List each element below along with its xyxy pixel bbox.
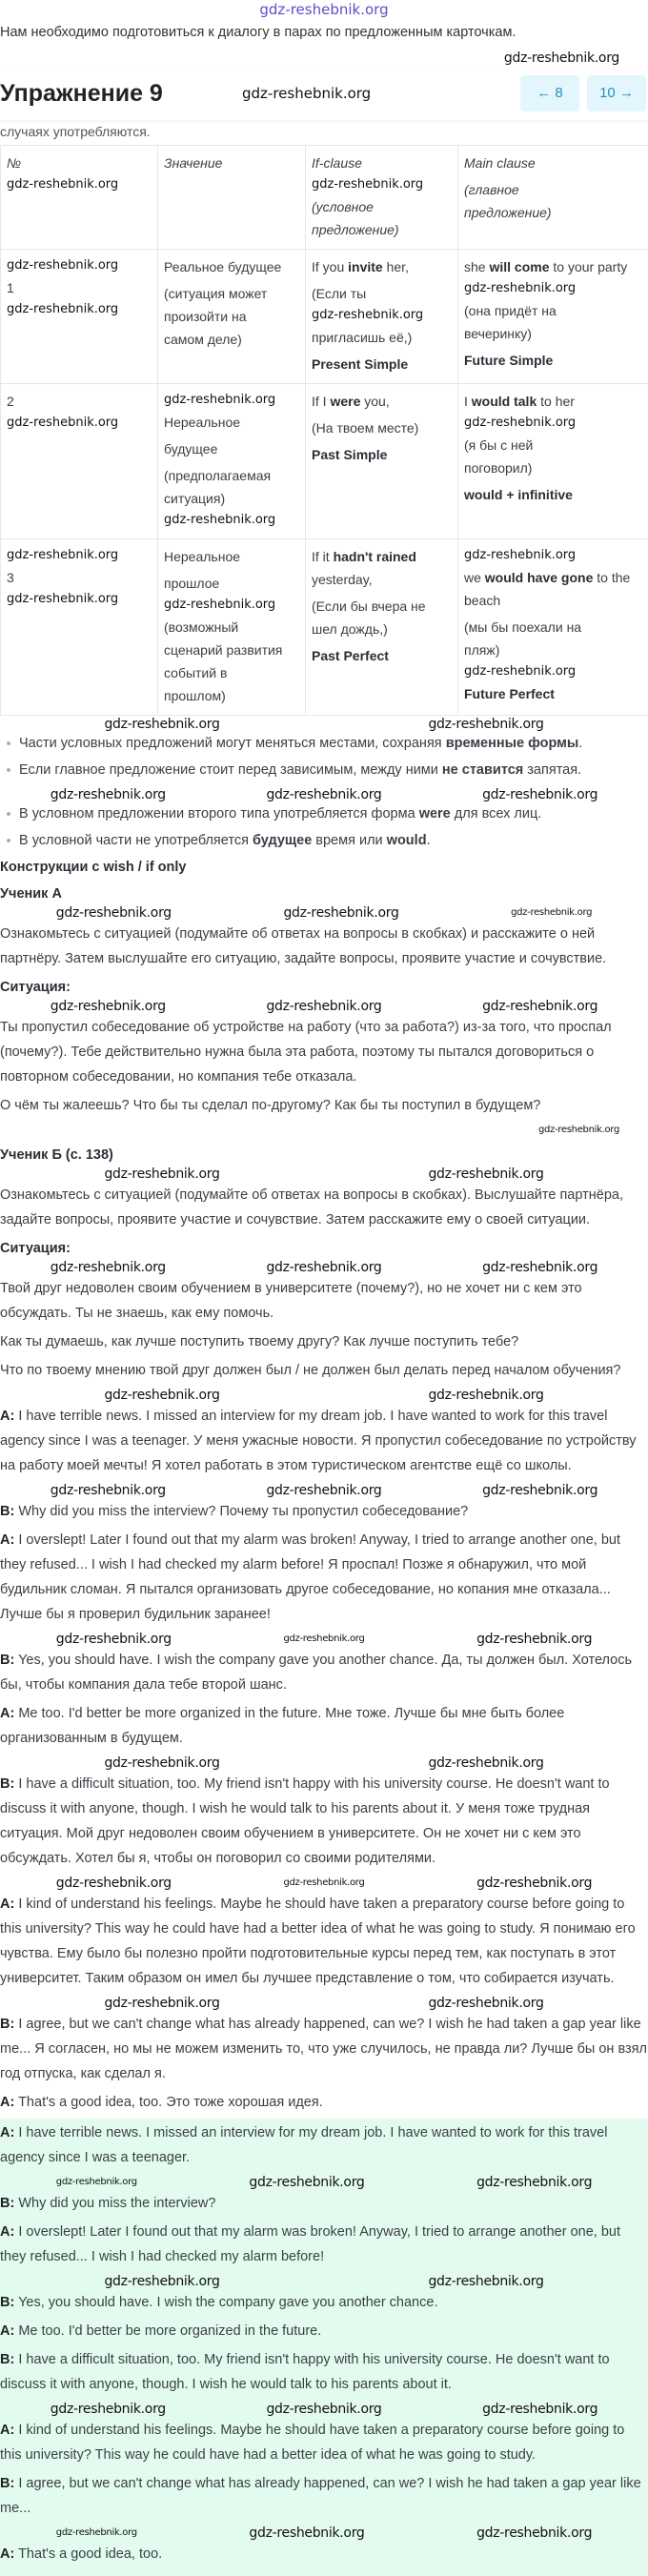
watermark: gdz-reshebnik.org <box>476 1875 592 1892</box>
dialogue-text: Why did you miss the interview? <box>14 2196 215 2211</box>
row-if-clause <box>306 539 458 716</box>
watermark: gdz-reshebnik.org <box>538 1122 619 1139</box>
row-meaning <box>158 250 306 384</box>
note-text: . <box>427 833 431 848</box>
header-main-title: Main clause <box>464 152 642 174</box>
table-header-row <box>1 146 648 250</box>
note-item <box>0 803 629 824</box>
note-item <box>0 830 629 851</box>
intro-text: Нам необходимо подготовиться к диалогу в парах по предложенным карточкам. <box>0 21 648 44</box>
if-pre: If I <box>312 394 330 409</box>
if-bold: invite <box>348 259 383 274</box>
dialogue-text: I kind of understand his feelings. Maybe he should have taken a preparatory course before going to this university? This way he could have had a better idea of what he was going to study. Я понимаю его чувства. Ему было бы полезно пройти подготовительные курсы перед тем, как поступать в этот университет. Таким образом он имел бы лучшее представление о том, что собирается изучать. <box>0 1897 636 1986</box>
speaker-label: A: <box>0 1532 14 1548</box>
meaning-line: прошлое <box>164 572 299 595</box>
note-text: . <box>578 736 582 751</box>
watermark-row <box>0 50 648 67</box>
wish-section-heading: Конструкции с wish / if only <box>0 857 648 878</box>
watermark: gdz-reshebnik.org <box>283 904 398 922</box>
student-b-situation-label: Ситуация: <box>0 1238 648 1259</box>
if-post: you, <box>360 394 389 409</box>
student-b-question-2: Что по твоему мнению твой друг должен был / не должен был делать перед началом обучения? <box>0 1358 648 1383</box>
watermark-row <box>0 1755 648 1772</box>
dialogue-line <box>0 1528 648 1627</box>
watermark-row <box>0 716 648 733</box>
watermark: gdz-reshebnik.org <box>464 547 642 564</box>
watermark: gdz-reshebnik.org <box>428 2273 543 2290</box>
header-main-sub: (главное <box>464 178 642 201</box>
dialogue-text: I overslept! Later I found out that my alarm was broken! Anyway, I tried to arrange another one, but they refused... I wish I had checked my alarm before! <box>0 2224 620 2264</box>
watermark: gdz-reshebnik.org <box>51 1259 166 1276</box>
student-b-situation: Твой друг недоволен своим обучением в университете (почему?), но не хочет ни с кем это обсуждать. Ты не знаешь, как ему помочь. <box>0 1276 648 1326</box>
watermark: gdz-reshebnik.org <box>104 1995 219 2012</box>
watermark-row <box>0 1875 648 1892</box>
if-example <box>312 545 452 591</box>
watermark-row <box>0 1482 648 1499</box>
dialogue-text: That's a good idea, too. <box>14 2546 162 2562</box>
watermark: gdz-reshebnik.org <box>51 786 166 803</box>
note-bold: would <box>387 833 427 848</box>
dialogue-text: I agree, but we can't change what has already happened, can we? I wish he had taken a gap year like me... Я согласен, но мы не можем изменить то, что уже случилось, не правда ли? Лучше бы он взял год отпуска, как сделал я. <box>0 2017 647 2081</box>
row-if-clause <box>306 250 458 384</box>
meaning-line: самом деле) <box>164 328 299 351</box>
table-row <box>1 250 648 384</box>
watermark: gdz-reshebnik.org <box>249 2174 364 2191</box>
if-pre: If it <box>312 549 334 564</box>
header-if-clause <box>306 146 458 250</box>
dialogue-text: I have a difficult situation, too. My friend isn't happy with his university course. He doesn't want to discuss it with anyone, though. I wish he would talk to his parents about it. У меня тоже трудная ситуация. Мой друг недоволен своим обучением в университете. Он не хочет ни с кем это обсуждать. Хотел бы я, чтобы он поговорил со своими родителями. <box>0 1776 610 1866</box>
grammar-notes-list <box>0 803 629 851</box>
speaker-label: B: <box>0 2476 14 2491</box>
if-tense: Past Simple <box>312 443 452 466</box>
meaning-line: Нереальное <box>164 411 299 434</box>
row-main-clause <box>458 384 648 539</box>
speaker-label: A: <box>0 2224 14 2240</box>
speaker-label: B: <box>0 2017 14 2032</box>
watermark: gdz-reshebnik.org <box>482 1482 597 1499</box>
main-tense: Future Perfect <box>464 682 642 705</box>
row-num: 3 <box>7 566 152 589</box>
note-item <box>0 760 629 781</box>
watermark: gdz-reshebnik.org <box>104 1387 219 1404</box>
watermark: gdz-reshebnik.org <box>283 1875 364 1892</box>
watermark: gdz-reshebnik.org <box>266 1482 381 1499</box>
watermark: gdz-reshebnik.org <box>56 1875 172 1892</box>
meaning-line: (ситуация может <box>164 282 299 305</box>
watermark-row <box>0 1259 648 1276</box>
watermark: gdz-reshebnik.org <box>312 307 452 324</box>
watermark-row <box>0 1122 648 1139</box>
dialogue-line <box>0 2347 648 2397</box>
watermark: gdz-reshebnik.org <box>56 904 172 922</box>
row-if-clause <box>306 384 458 539</box>
main-example <box>464 390 642 413</box>
note-text: В условной части не употребляется <box>19 833 253 848</box>
meaning-line: Нереальное <box>164 545 299 568</box>
dialogue-text: Me too. I'd better be more organized in the future. Мне тоже. Лучше бы мне быть более организованным в будущем. <box>0 1706 564 1746</box>
row-meaning <box>158 384 306 539</box>
watermark: gdz-reshebnik.org <box>51 1482 166 1499</box>
table-row <box>1 384 648 539</box>
dialogue-line <box>0 2090 648 2115</box>
watermark: gdz-reshebnik.org <box>249 2525 364 2542</box>
row-main-clause <box>458 539 648 716</box>
watermark-row <box>0 2401 648 2418</box>
main-post: to her <box>537 394 575 409</box>
watermark: gdz-reshebnik.org <box>104 2273 219 2290</box>
watermark: gdz-reshebnik.org <box>464 280 642 297</box>
meaning-line: сценарий развития <box>164 639 299 661</box>
dialogue-text: I kind of understand his feelings. Maybe he should have taken a preparatory course before going to this university? This way he could have had a better idea of what he was going to study. <box>0 2423 624 2463</box>
speaker-label: A: <box>0 1706 14 1721</box>
dialogue-line <box>0 2471 648 2521</box>
watermark-logo: gdz-reshebnik.org <box>0 0 648 19</box>
watermark: gdz-reshebnik.org <box>7 176 152 193</box>
dialogue-line <box>0 2290 648 2315</box>
cut-off-text: случаях употребляются. <box>0 122 648 141</box>
main-bold: will come <box>489 259 549 274</box>
meaning-line: ситуация) <box>164 487 299 510</box>
watermark-row <box>0 904 648 922</box>
speaker-label: A: <box>0 2323 14 2339</box>
header-num-cell <box>1 146 158 250</box>
english-dialogue-block <box>0 2119 648 2576</box>
note-text: Части условных предложений могут меняться местами, сохраняя <box>19 736 446 751</box>
watermark-row <box>0 1995 648 2012</box>
exercise-header <box>0 67 648 120</box>
if-example <box>312 390 452 413</box>
watermark: gdz-reshebnik.org <box>164 597 299 614</box>
if-bold: were <box>330 394 360 409</box>
watermark: gdz-reshebnik.org <box>56 2174 137 2191</box>
speaker-label: B: <box>0 2196 14 2211</box>
student-b-label: Ученик Б (с. 138) <box>0 1145 648 1166</box>
dialogue-line <box>0 1404 648 1478</box>
if-tense: Past Perfect <box>312 644 452 667</box>
dialogue-text: I have terrible news. I missed an interview for my dream job. I have wanted to work for this travel agency since I was a teenager. <box>0 2125 607 2165</box>
dialogue-text: Why did you miss the interview? Почему ты пропустил собеседование? <box>14 1504 468 1519</box>
header-num: № <box>7 152 152 174</box>
note-bold: were <box>419 806 451 821</box>
if-post: yesterday, <box>312 572 373 587</box>
watermark: gdz-reshebnik.org <box>482 998 597 1015</box>
watermark-row <box>0 2273 648 2290</box>
watermark-row <box>0 1387 648 1404</box>
watermark: gdz-reshebnik.org <box>511 904 592 922</box>
watermark: gdz-reshebnik.org <box>504 50 619 67</box>
watermark: gdz-reshebnik.org <box>7 591 152 608</box>
row-num: 1 <box>7 276 152 299</box>
watermark: gdz-reshebnik.org <box>482 2401 597 2418</box>
watermark: gdz-reshebnik.org <box>428 1755 543 1772</box>
watermark: gdz-reshebnik.org <box>266 998 381 1015</box>
row-main-clause <box>458 250 648 384</box>
watermark: gdz-reshebnik.org <box>242 85 371 102</box>
watermark-row <box>0 2174 648 2191</box>
dialogue-text: That's a good idea, too. Это тоже хорошая идея. <box>14 2095 322 2110</box>
prev-exercise-button[interactable]: ← 8 <box>520 75 579 112</box>
main-post: to the beach <box>464 570 630 608</box>
student-b-instruction: Ознакомьтесь с ситуацией (подумайте об ответах на вопросы в скобках). Выслушайте партнёра, задайте вопросы, проявите участие и сочувствие. Затем расскажите ему о своей ситуации. <box>0 1183 648 1232</box>
note-bold: не ставится <box>442 762 523 778</box>
watermark-row <box>0 998 648 1015</box>
main-translation: (мы бы поехали на <box>464 616 642 639</box>
header-main-clause <box>458 146 648 250</box>
speaker-label: A: <box>0 2546 14 2562</box>
watermark: gdz-reshebnik.org <box>56 2525 137 2542</box>
student-a-situation: Ты пропустил собеседование об устройстве на работу (что за работа?) из-за того, что проспал (почему?). Тебе действительно нужна была эта работа, поэтому ты пытался договориться о повторном собеседовании, но компания тебе отказала. <box>0 1015 648 1089</box>
main-translation: поговорил) <box>464 456 642 479</box>
watermark: gdz-reshebnik.org <box>7 547 152 564</box>
speaker-label: B: <box>0 2295 14 2310</box>
main-translation: пляж) <box>464 639 642 661</box>
meaning-line: (возможный <box>164 616 299 639</box>
watermark: gdz-reshebnik.org <box>476 2525 592 2542</box>
if-tense: Present Simple <box>312 353 452 375</box>
watermark: gdz-reshebnik.org <box>266 2401 381 2418</box>
main-bold: would talk <box>472 394 537 409</box>
speaker-label: A: <box>0 2095 14 2110</box>
dialogue-translated <box>0 1404 648 2115</box>
speaker-label: A: <box>0 1897 14 1912</box>
watermark: gdz-reshebnik.org <box>51 2401 166 2418</box>
if-post: her, <box>383 259 409 274</box>
watermark: gdz-reshebnik.org <box>428 716 543 733</box>
dialogue-text: I agree, but we can't change what has already happened, can we? I wish he had taken a gap year like me... <box>0 2476 641 2516</box>
dialogue-line <box>0 2418 648 2467</box>
note-text: В условном предложении второго типа употребляется форма <box>19 806 419 821</box>
watermark: gdz-reshebnik.org <box>104 1166 219 1183</box>
if-translation: шел дождь,) <box>312 618 452 640</box>
header-if-sub: (условное <box>312 195 452 218</box>
dialogue-line <box>0 1701 648 1751</box>
student-b-question-1: Как ты думаешь, как лучше поступить твоему другу? Как лучше поступить тебе? <box>0 1329 648 1354</box>
dialogue-text: I have a difficult situation, too. My friend isn't happy with his university course. He doesn't want to discuss it with anyone, though. I wish he would talk to his parents about it. <box>0 2352 610 2392</box>
main-pre: we <box>464 570 485 585</box>
speaker-label: A: <box>0 2125 14 2140</box>
dialogue-line <box>0 2120 648 2170</box>
watermark-row <box>0 786 648 803</box>
speaker-label: A: <box>0 1409 14 1424</box>
watermark: gdz-reshebnik.org <box>7 415 152 432</box>
watermark: gdz-reshebnik.org <box>164 512 299 529</box>
watermark: gdz-reshebnik.org <box>164 392 299 409</box>
watermark: gdz-reshebnik.org <box>428 1387 543 1404</box>
watermark: gdz-reshebnik.org <box>51 998 166 1015</box>
note-text: время или <box>312 833 386 848</box>
dialogue-text: Yes, you should have. I wish the company gave you another chance. Да, ты должен был. Хотелось бы, чтобы компания дала тебе второй шанс. <box>0 1653 632 1693</box>
student-a-label: Ученик А <box>0 883 648 904</box>
meaning-line: Реальное будущее <box>164 255 299 278</box>
main-translation: вечеринку) <box>464 322 642 345</box>
dialogue-line <box>0 1648 648 1697</box>
table-row <box>1 539 648 716</box>
main-translation: (она придёт на <box>464 299 642 322</box>
watermark-row <box>0 1631 648 1648</box>
speaker-label: B: <box>0 1776 14 1792</box>
speaker-label: B: <box>0 1504 14 1519</box>
header-meaning: Значение <box>158 146 306 250</box>
dialogue-line <box>0 2542 648 2566</box>
main-bold: would have gone <box>485 570 594 585</box>
watermark: gdz-reshebnik.org <box>266 786 381 803</box>
watermark: gdz-reshebnik.org <box>266 1259 381 1276</box>
watermark: gdz-reshebnik.org <box>482 1259 597 1276</box>
main-translation: (я бы с ней <box>464 434 642 456</box>
note-item <box>0 733 629 754</box>
watermark: gdz-reshebnik.org <box>104 1755 219 1772</box>
meaning-line: событий в <box>164 661 299 684</box>
watermark: gdz-reshebnik.org <box>482 786 597 803</box>
header-if-sub: предложение) <box>312 218 452 241</box>
if-translation: (На твоем месте) <box>312 416 452 439</box>
dialogue-text: I overslept! Later I found out that my alarm was broken! Anyway, I tried to arrange another one, but they refused... I wish I had checked my alarm before! Я проспал! Позже я обнаружил, что мой будильник сломан. Я пытался организовать другое собеседование, но копания мне отказала... Лучше бы я проверил будильник заранее! <box>0 1532 620 1622</box>
row-num-cell <box>1 250 158 384</box>
meaning-line: (предполагаемая <box>164 464 299 487</box>
watermark: gdz-reshebnik.org <box>476 2174 592 2191</box>
meaning-line: будущее <box>164 437 299 460</box>
header-if-title: If-clause <box>312 152 452 174</box>
dialogue-line <box>0 1499 648 1524</box>
main-pre: she <box>464 259 489 274</box>
page-title: Упражнение 9 <box>0 79 163 108</box>
dialogue-line <box>0 2191 648 2216</box>
note-bold: будущее <box>253 833 312 848</box>
dialogue-line <box>0 2319 648 2343</box>
row-num: 2 <box>7 390 152 413</box>
dialogue-line <box>0 2220 648 2269</box>
grammar-notes-list <box>0 733 629 781</box>
conditionals-table <box>0 145 648 716</box>
watermark: gdz-reshebnik.org <box>428 1166 543 1183</box>
student-a-situation-label: Ситуация: <box>0 977 648 998</box>
if-translation: пригласишь её,) <box>312 326 452 349</box>
watermark: gdz-reshebnik.org <box>464 415 642 432</box>
watermark: gdz-reshebnik.org <box>56 1631 172 1648</box>
row-meaning <box>158 539 306 716</box>
dialogue-line <box>0 2012 648 2086</box>
next-exercise-button[interactable]: 10 → <box>587 75 646 112</box>
watermark: gdz-reshebnik.org <box>283 1631 364 1648</box>
row-num-cell <box>1 384 158 539</box>
note-text: для всех лиц. <box>451 806 542 821</box>
meaning-line: прошлом) <box>164 684 299 707</box>
note-text: Если главное предложение стоит перед зависимым, между ними <box>19 762 442 778</box>
speaker-label: B: <box>0 2352 14 2367</box>
main-post: to your party <box>550 259 628 274</box>
watermark: gdz-reshebnik.org <box>476 1631 592 1648</box>
header-main-sub: предложение) <box>464 201 642 224</box>
watermark: gdz-reshebnik.org <box>428 1995 543 2012</box>
meaning-line: произойти на <box>164 305 299 328</box>
speaker-label: B: <box>0 1653 14 1668</box>
student-a-instruction: Ознакомьтесь с ситуацией (подумайте об ответах на вопросы в скобках) и расскажите о ней партнёру. Затем выслушайте его ситуацию, задайте вопросы, проявите участие и сочувствие. <box>0 922 648 971</box>
dialogue-text: Yes, you should have. I wish the company gave you another chance. <box>14 2295 437 2310</box>
row-num-cell <box>1 539 158 716</box>
watermark-row <box>0 1166 648 1183</box>
if-example <box>312 255 452 278</box>
dialogue-text: Me too. I'd better be more organized in the future. <box>14 2323 321 2339</box>
main-example <box>464 255 642 278</box>
dialogue-text: I have terrible news. I missed an interview for my dream job. I have wanted to work for this travel agency since I was a teenager. У меня ужасные новости. Я пропустил собеседование по устройству на работу моей мечты! Я хотел работать в этом туристическом агентстве ещё со школы. <box>0 1409 637 1473</box>
watermark: gdz-reshebnik.org <box>7 301 152 318</box>
student-a-questions: О чём ты жалеешь? Что бы ты сделал по-другому? Как бы ты поступил в будущем? <box>0 1093 648 1118</box>
dialogue-line <box>0 1892 648 1991</box>
dialogue-line <box>0 1772 648 1871</box>
main-example <box>464 566 642 612</box>
watermark: gdz-reshebnik.org <box>7 257 152 274</box>
if-translation: (Если ты <box>312 282 452 305</box>
main-tense: Future Simple <box>464 349 642 372</box>
speaker-label: A: <box>0 2423 14 2438</box>
watermark-row <box>0 2525 648 2542</box>
note-text: запятая. <box>523 762 581 778</box>
main-pre: I <box>464 394 472 409</box>
watermark: gdz-reshebnik.org <box>312 176 452 193</box>
note-bold: временные формы <box>446 736 579 751</box>
if-translation: (Если бы вчера не <box>312 595 452 618</box>
main-tense: would + infinitive <box>464 483 642 506</box>
if-pre: If you <box>312 259 348 274</box>
watermark: gdz-reshebnik.org <box>464 663 642 680</box>
if-bold: hadn't rained <box>334 549 416 564</box>
watermark: gdz-reshebnik.org <box>104 716 219 733</box>
